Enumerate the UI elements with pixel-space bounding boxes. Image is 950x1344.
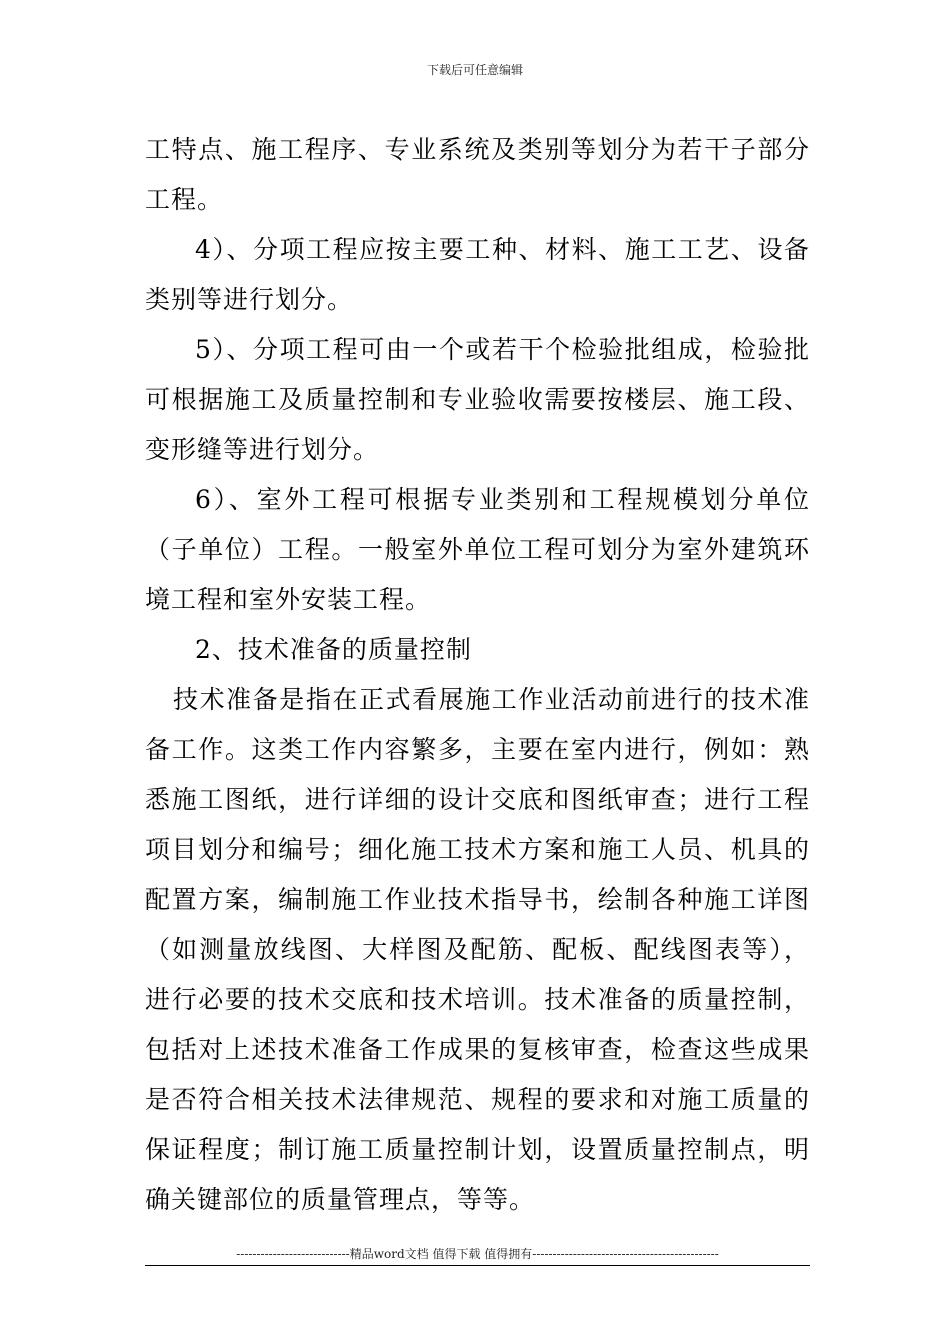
document-body — [145, 125, 810, 1225]
text-line: 确关键部位的质量管理点，等等。 — [145, 1185, 536, 1214]
text-line: 悉施工图纸，进行详细的设计交底和图纸审查；进行工程 — [145, 785, 810, 814]
text-line: 可根据施工及质量控制和专业验收需要按楼层、施工段、 — [145, 385, 810, 414]
text-line: 工特点、施工程序、专业系统及类别等划分为若干子部分 — [145, 135, 810, 164]
list-item-5: 5）、分项工程可由一个或若干个检验批组成，检验批 — [195, 335, 810, 364]
page-header: 下载后可任意编辑 — [426, 63, 523, 77]
list-item-6: 6）、室外工程可根据专业类别和工程规模划分单位 — [195, 485, 810, 514]
text-line: （子单位）工程。一般室外单位工程可划分为室外建筑环 — [145, 535, 810, 564]
text-line: 工程。 — [145, 185, 224, 214]
text-line: 项目划分和编号；细化施工技术方案和施工人员、机具的 — [145, 835, 810, 864]
text-line: 包括对上述技术准备工作成果的复核审查，检查这些成果 — [145, 1035, 810, 1064]
text-line: 保证程度；制订施工质量控制计划，设置质量控制点，明 — [145, 1135, 810, 1164]
text-line: 进行必要的技术交底和技术培训。技术准备的质量控制， — [145, 985, 810, 1014]
text-line: 境工程和室外安装工程。 — [145, 585, 432, 614]
text-line: 变形缝等进行划分。 — [145, 435, 380, 464]
text-line: 配置方案，编制施工作业技术指导书，绘制各种施工详图 — [145, 885, 810, 914]
footer-divider — [145, 1265, 810, 1266]
paragraph-start: 技术准备是指在正式看展施工作业活动前进行的技术准 — [173, 685, 810, 714]
text-line: 是否符合相关技术法律规范、规程的要求和对施工质量的 — [145, 1085, 810, 1114]
text-line: （如测量放线图、大样图及配筋、配板、配线图表等）， — [145, 935, 810, 964]
section-heading: 2、技术准备的质量控制 — [195, 635, 472, 664]
text-line: 类别等进行划分。 — [145, 285, 354, 314]
page-footer: ----------------------------精品word文档 值得下载 值得拥有---------------------------------------------- — [236, 1247, 719, 1261]
text-line: 备工作。这类工作内容繁多，主要在室内进行，例如：熟 — [145, 735, 810, 764]
list-item-4: 4）、分项工程应按主要工种、材料、施工工艺、设备 — [195, 235, 810, 264]
